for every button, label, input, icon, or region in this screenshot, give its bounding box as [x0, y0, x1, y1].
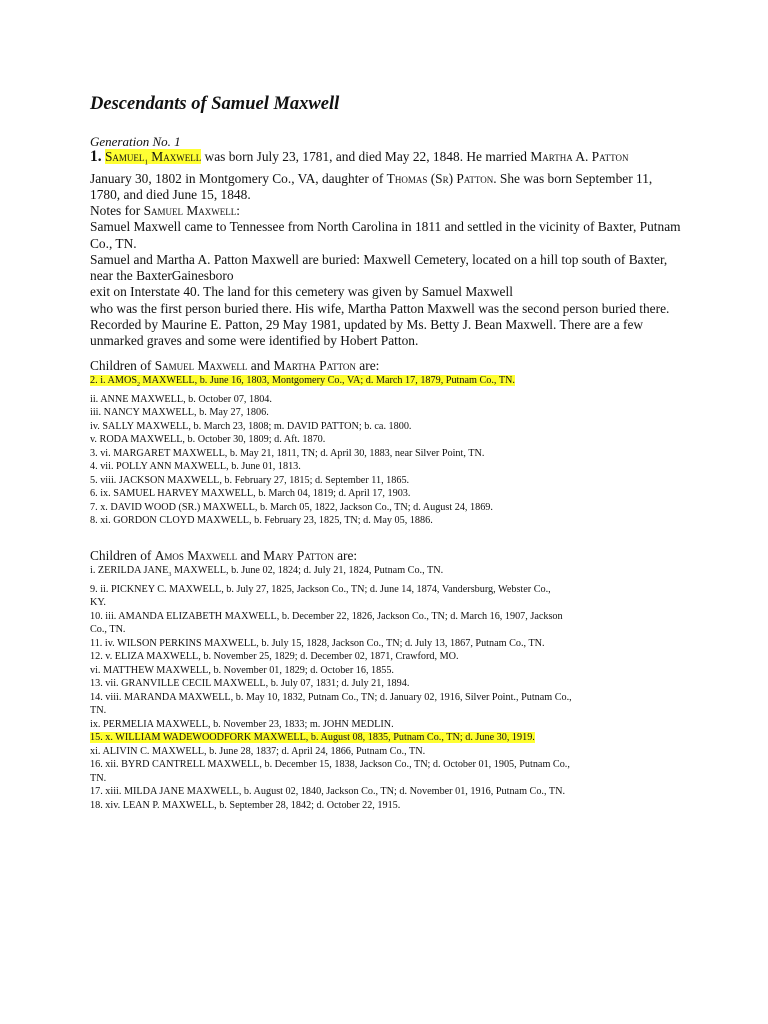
list-item: KY.	[90, 597, 106, 609]
notes-line: Samuel Maxwell came to Tennessee from North Carolina in 1811 and settled in the vicinity of Baxter, Putnam	[90, 219, 681, 235]
child-post: MAXWELL, b. June 02, 1824; d. July 21, 1824, Putnam Co., TN.	[171, 565, 444, 576]
father-in-law-name: Thomas (Sr) Patton	[386, 170, 494, 186]
parent-1-name: Amos Maxwell	[154, 548, 238, 563]
list-item-highlighted	[90, 374, 515, 393]
list-item-highlighted	[90, 731, 572, 745]
list-item: 8. xi. GORDON CLOYD MAXWELL, b. February 23, 1825, TN; d. May 05, 1886.	[90, 515, 433, 527]
child-pre: i. ZERILDA JANE	[90, 565, 169, 576]
heading-suffix: are:	[333, 548, 358, 563]
notes-line: Samuel and Martha A. Patton Maxwell are buried: Maxwell Cemetery, located on a hill top south of Baxter,	[90, 251, 668, 267]
heading-suffix: are:	[355, 358, 380, 373]
parent-1-name: Samuel Maxwell	[154, 358, 248, 373]
entry-line-1-text: was born July 23, 1781, and died May 22, 1848. He married	[201, 149, 531, 164]
list-item: 10. iii. AMANDA ELIZABETH MAXWELL, b. December 22, 1826, Jackson Co., TN; d. March 16, 1907, Jackson	[90, 610, 563, 622]
name-last: Maxwell	[151, 149, 202, 164]
page-title: Descendants of Samuel Maxwell	[90, 94, 340, 114]
entry-line-2	[90, 171, 660, 187]
list-item: 13. vii. GRANVILLE CECIL MAXWELL, b. July 07, 1831; d. July 21, 1894.	[90, 678, 410, 690]
list-item: TN.	[90, 772, 107, 784]
heading-prefix: Children of	[90, 548, 155, 563]
children-section-amos	[90, 548, 572, 812]
list-item: ii. ANNE MAXWELL, b. October 07, 1804.	[90, 393, 272, 405]
highlighted-name	[104, 149, 202, 167]
list-item	[90, 564, 572, 583]
heading-connector: and	[247, 358, 274, 373]
list-item: ix. PERMELIA MAXWELL, b. November 23, 1833; m. JOHN MEDLIN.	[90, 718, 394, 730]
children-heading	[90, 548, 572, 564]
list-item: 3. vi. MARGARET MAXWELL, b. May 21, 1811, TN; d. April 30, 1883, near Silver Point, TN.	[90, 447, 485, 459]
list-item: xi. ALIVIN C. MAXWELL, b. June 28, 1837; d. April 24, 1866, Putnam Co., TN.	[90, 745, 426, 757]
children-heading	[90, 358, 515, 374]
highlighted-child	[90, 375, 515, 389]
parent-2-name: Martha Patton	[273, 358, 356, 373]
entry-line-2b: . She was born September 11,	[493, 170, 653, 186]
notes-suffix: :	[236, 203, 240, 219]
notes-line: near the BaxterGainesboro	[90, 268, 234, 284]
list-item: 17. xiii. MILDA JANE MAXWELL, b. August 02, 1840, Jackson Co., TN; d. November 01, 1916, Putnam Co., TN.	[90, 786, 566, 798]
child-generation-superscript: 2	[137, 382, 140, 389]
entry-line-2a: January 30, 1802 in Montgomery Co., VA, daughter of	[90, 170, 387, 186]
list-item: 4. vii. POLLY ANN MAXWELL, b. June 01, 1813.	[90, 461, 301, 473]
notes-line: Recorded by Maurine E. Patton, 29 May 1981, updated by Ms. Betty J. Bean Maxwell. There are a few	[90, 316, 644, 332]
list-item: 6. ix. SAMUEL HARVEY MAXWELL, b. March 04, 1819; d. April 17, 1903.	[90, 488, 411, 500]
entry-line-1	[90, 149, 660, 171]
list-item: v. RODA MAXWELL, b. October 30, 1809; d. Aft. 1870.	[90, 434, 326, 446]
list-item: Co., TN.	[90, 624, 126, 636]
notes-line: who was the first person buried there. His wife, Martha Patton Maxwell was the second person buried there.	[90, 300, 670, 316]
list-item: 12. v. ELIZA MAXWELL, b. November 25, 1829; d. December 02, 1871, Crawford, MO.	[90, 651, 459, 663]
notes-name: Samuel Maxwell	[143, 203, 237, 219]
list-item: vi. MATTHEW MAXWELL, b. November 01, 1829; d. October 16, 1855.	[90, 664, 394, 676]
children-list	[90, 374, 515, 528]
notes-prefix: Notes for	[90, 203, 144, 219]
children-section-samuel	[90, 358, 515, 528]
name-generation-superscript: 1	[144, 158, 148, 167]
highlighted-child: 15. x. WILLIAM WADEWOODFORK MAXWELL, b. August 08, 1835, Putnam Co., TN; d. June 30, 1919.	[90, 732, 535, 744]
name-first: Samuel	[104, 149, 145, 164]
list-item: 7. x. DAVID WOOD (SR.) MAXWELL, b. March 05, 1822, Jackson Co., TN; d. August 24, 1869.	[90, 501, 493, 513]
notes-line: Co., TN.	[90, 235, 137, 251]
notes-heading	[90, 203, 660, 219]
parent-2-name: Mary Patton	[263, 548, 334, 563]
list-item: 16. xii. BYRD CANTRELL MAXWELL, b. December 15, 1838, Jackson Co., TN; d. October 01, 1905, Putnam Co.,	[90, 759, 570, 771]
generation-1-entry	[90, 148, 681, 349]
list-item: iii. NANCY MAXWELL, b. May 27, 1806.	[90, 407, 269, 419]
notes-line: exit on Interstate 40. The land for this cemetery was given by Samuel Maxwell	[90, 284, 513, 300]
children-list	[90, 564, 572, 812]
list-item: TN.	[90, 705, 107, 717]
child-post: MAXWELL, b. June 16, 1803, Montgomery Co., VA; d. March 17, 1879, Putnam Co., TN.	[140, 375, 515, 386]
list-item: 11. iv. WILSON PERKINS MAXWELL, b. July 15, 1828, Jackson Co., TN; d. July 13, 1867, Putnam Co., TN.	[90, 637, 545, 649]
list-item: 9. ii. PICKNEY C. MAXWELL, b. July 27, 1825, Jackson Co., TN; d. June 14, 1874, Vandersburg, Webster Co.,	[90, 583, 551, 595]
notes-paragraph	[90, 219, 681, 349]
list-item: 18. xiv. LEAN P. MAXWELL, b. September 28, 1842; d. October 22, 1915.	[90, 799, 401, 811]
heading-connector: and	[237, 548, 264, 563]
generation-label: Generation No. 1	[90, 134, 181, 149]
notes-line: unmarked graves and some were identified by Hobert Patton.	[90, 332, 419, 348]
spouse-name: Martha A. Patton	[530, 149, 629, 164]
list-item: iv. SALLY MAXWELL, b. March 23, 1808; m. DAVID PATTON; b. ca. 1800.	[90, 420, 412, 432]
heading-prefix: Children of	[90, 358, 155, 373]
child-generation-superscript: 3	[168, 572, 172, 579]
entry-number: 1.	[90, 148, 102, 165]
list-item: 14. viii. MARANDA MAXWELL, b. May 10, 1832, Putnam Co., TN; d. January 02, 1916, Silver Point., Putnam Co.,	[90, 691, 572, 703]
list-item: 5. viii. JACKSON MAXWELL, b. February 27, 1815; d. September 11, 1865.	[90, 474, 410, 486]
child-pre: 2. i. AMOS	[90, 375, 137, 386]
entry-line-3: 1780, and died June 15, 1848.	[90, 187, 251, 203]
